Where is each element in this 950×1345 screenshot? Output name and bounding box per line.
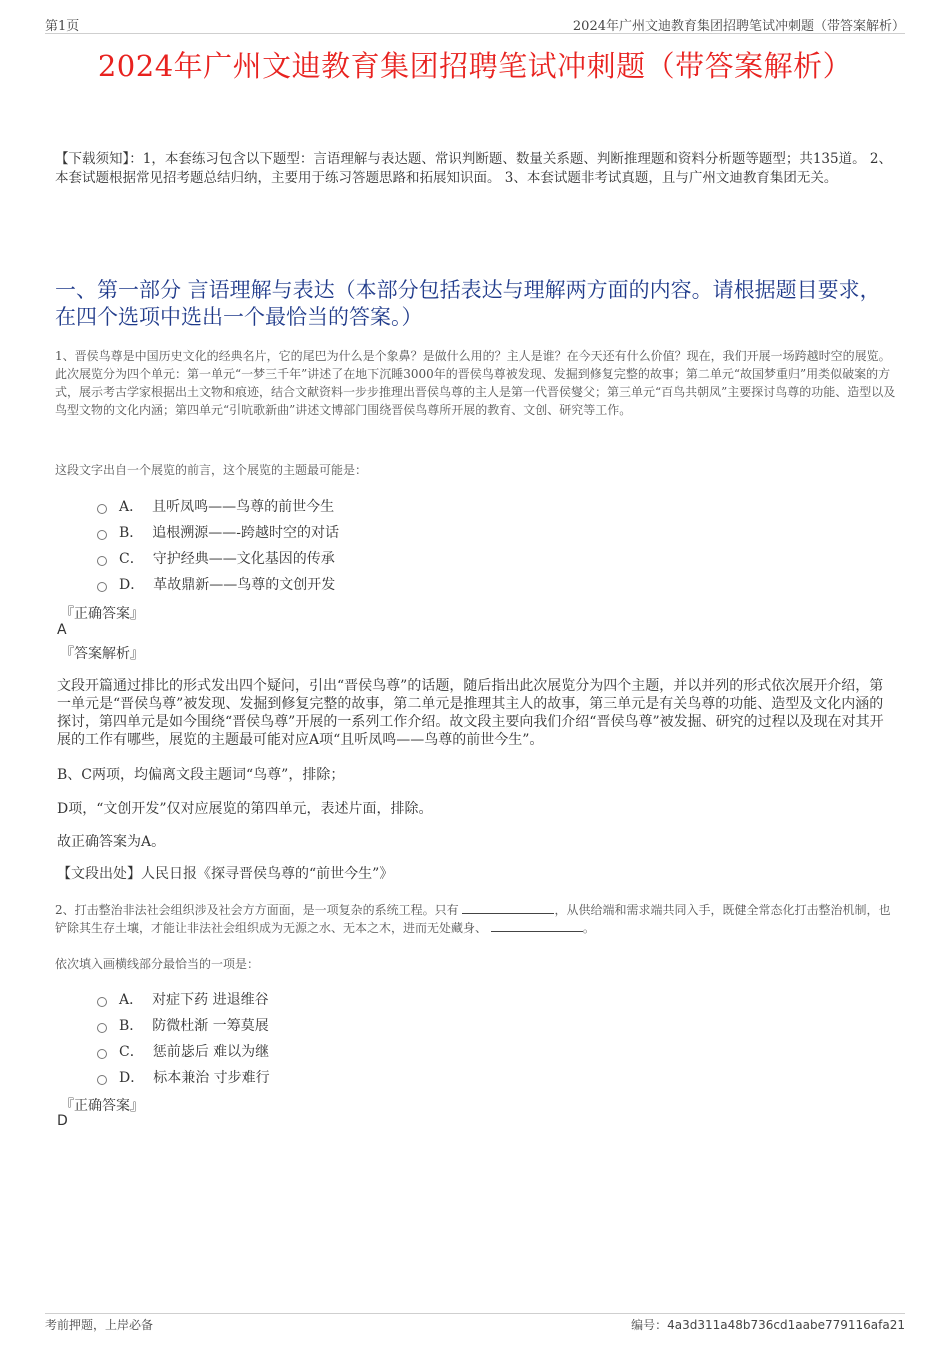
question-2-option-b[interactable] bbox=[97, 1012, 270, 1038]
question-1-analysis-p4: 故正确答案为A。 bbox=[57, 834, 166, 850]
question-1-analysis-label: 『答案解析』 bbox=[60, 646, 144, 662]
question-1-option-b[interactable] bbox=[97, 519, 339, 545]
footer-slogan: 考前押题，上岸必备 bbox=[45, 1318, 154, 1332]
question-2-body-c: 。 bbox=[582, 921, 595, 935]
option-text: 且听凤鸣——鸟尊的前世今生 bbox=[152, 499, 335, 515]
section-heading: 一、第一部分 言语理解与表达（本部分包括表达与理解两方面的内容。请根据题目要求，在四个选项中选出一个最恰当的答案。） bbox=[55, 278, 881, 329]
question-2-option-a[interactable] bbox=[97, 986, 270, 1012]
question-1-source: 【文段出处】人民日报《探寻晋侯鸟尊的“前世今生”》 bbox=[57, 866, 394, 882]
question-1-option-d[interactable] bbox=[97, 571, 339, 597]
question-2-options bbox=[97, 986, 270, 1090]
footer-code-value: 4a3d311a48b736cd1aabe779116afa21 bbox=[667, 1318, 905, 1332]
footer-code-label: 编号： bbox=[631, 1318, 668, 1332]
option-text: 惩前毖后 难以为继 bbox=[152, 1044, 270, 1060]
option-text: 防微杜渐 一筹莫展 bbox=[152, 1018, 269, 1034]
download-notice: 【下载须知】：1，本套练习包含以下题型：言语理解与表达题、常识判断题、数量关系题、判断推理题和资料分析题等题型；共135道。 2、本套试题根据常见招考题总结归纳，主要用于练习答题思路和拓展知识面。 3、本套试题非考试真题，且与广州文迪教育集团无关。 bbox=[55, 151, 892, 186]
question-2-answer-label: 『正确答案』 bbox=[60, 1098, 144, 1114]
question-1-options bbox=[97, 493, 339, 597]
question-1-option-a[interactable] bbox=[97, 493, 339, 519]
option-letter: D． bbox=[119, 1070, 145, 1086]
option-letter: D． bbox=[119, 577, 145, 593]
option-letter: B． bbox=[119, 525, 144, 541]
option-letter: B． bbox=[119, 1018, 144, 1034]
question-1-analysis-p3: D项，“文创开发”仅对应展览的第四单元，表述片面，排除。 bbox=[57, 801, 433, 817]
header-doc-title: 2024年广州文迪教育集团招聘笔试冲刺题（带答案解析） bbox=[572, 19, 905, 34]
question-1-body: 1、晋侯鸟尊是中国历史文化的经典名片，它的尾巴为什么是个象鼻？是做什么用的？主人是谁？在今天还有什么价值？现在，我们开展一场跨越时空的展览。此次展览分为四个单元：第一单元“一梦三千年”讲述了在地下沉睡3000年的晋侯鸟尊被发现、发掘到修复完整的故事；第二单元“故国梦重归”用类似破案的方式，展示考古学家根据出土文物和痕迹，结合文献资料一步步推理出晋侯鸟尊的主人是第一代晋侯燮父；第三单元“百鸟共朝凤”主要探讨鸟尊的功能、造型以及鸟型文物的文化内涵；第四单元“引吭歌新曲”讲述文博部门围绕晋侯鸟尊所开展的教育、文创、研究等工作。 bbox=[55, 349, 896, 417]
option-text: 标本兼治 寸步难行 bbox=[153, 1070, 270, 1086]
radio-icon[interactable] bbox=[97, 1023, 107, 1033]
question-1-analysis-p1: 文段开篇通过排比的形式发出四个疑问，引出“晋侯鸟尊”的话题，随后指出此次展览分为四个主题，并以并列的形式依次展开介绍，第一单元是“晋侯鸟尊”被发现、发掘到修复完整的故事，第二单元是推理其主人的故事，第三单元是有关鸟尊的功能、造型及文化内涵的探讨，第四单元是如今围绕“晋侯鸟尊”开展的一系列工作介绍。故文段主要向我们介绍“晋侯鸟尊”被发掘、研究的过程以及现在对其开展的工作有哪些，展览的主题最可能对应A项“且听凤鸣——鸟尊的前世今生”。 bbox=[57, 678, 884, 748]
question-2-body-b: ，从供给端和需求端共同入手，既健全常态化打击整治机制，也铲除其生存土壤，才能让非法社会组织成为无源之水、无本之木，进而无处藏身、 bbox=[55, 903, 891, 935]
radio-icon[interactable] bbox=[97, 1075, 107, 1085]
fill-blank-2[interactable] bbox=[491, 919, 583, 932]
footer-divider bbox=[45, 1313, 905, 1314]
option-text: 追根溯源——-跨越时空的对话 bbox=[152, 525, 340, 541]
radio-icon[interactable] bbox=[97, 556, 107, 566]
question-2-option-c[interactable] bbox=[97, 1038, 270, 1064]
radio-icon[interactable] bbox=[97, 997, 107, 1007]
question-1-prompt: 这段文字出自一个展览的前言，这个展览的主题最可能是： bbox=[55, 463, 368, 477]
header-divider bbox=[45, 33, 905, 34]
radio-icon[interactable] bbox=[97, 1049, 107, 1059]
footer-code bbox=[631, 1316, 905, 1333]
radio-icon[interactable] bbox=[97, 530, 107, 540]
radio-icon[interactable] bbox=[97, 504, 107, 514]
question-1-answer-label: 『正确答案』 bbox=[60, 606, 144, 622]
fill-blank-1[interactable] bbox=[462, 901, 554, 914]
question-1-analysis-p2: B、C两项，均偏离文段主题词“鸟尊”，排除； bbox=[57, 767, 345, 783]
question-2-body bbox=[55, 901, 900, 937]
option-letter: A． bbox=[119, 499, 144, 515]
question-2-prompt: 依次填入画横线部分最恰当的一项是： bbox=[55, 957, 260, 971]
question-1-answer: A bbox=[57, 622, 67, 638]
option-letter: A． bbox=[119, 992, 144, 1008]
question-2-body-a: 2、打击整治非法社会组织涉及社会方方面面，是一项复杂的系统工程。只有 bbox=[55, 903, 463, 917]
radio-icon[interactable] bbox=[97, 582, 107, 592]
question-1-option-c[interactable] bbox=[97, 545, 339, 571]
question-2-option-d[interactable] bbox=[97, 1064, 270, 1090]
question-2-answer: D bbox=[57, 1113, 68, 1129]
option-letter: C． bbox=[119, 551, 144, 567]
option-text: 守护经典——文化基因的传承 bbox=[152, 551, 335, 567]
page-number: 第1页 bbox=[45, 19, 80, 34]
option-text: 革故鼎新——鸟尊的文创开发 bbox=[153, 577, 336, 593]
page-title: 2024年广州文迪教育集团招聘笔试冲刺题（带答案解析） bbox=[97, 49, 853, 83]
option-text: 对症下药 进退维谷 bbox=[152, 992, 269, 1008]
option-letter: C． bbox=[119, 1044, 144, 1060]
